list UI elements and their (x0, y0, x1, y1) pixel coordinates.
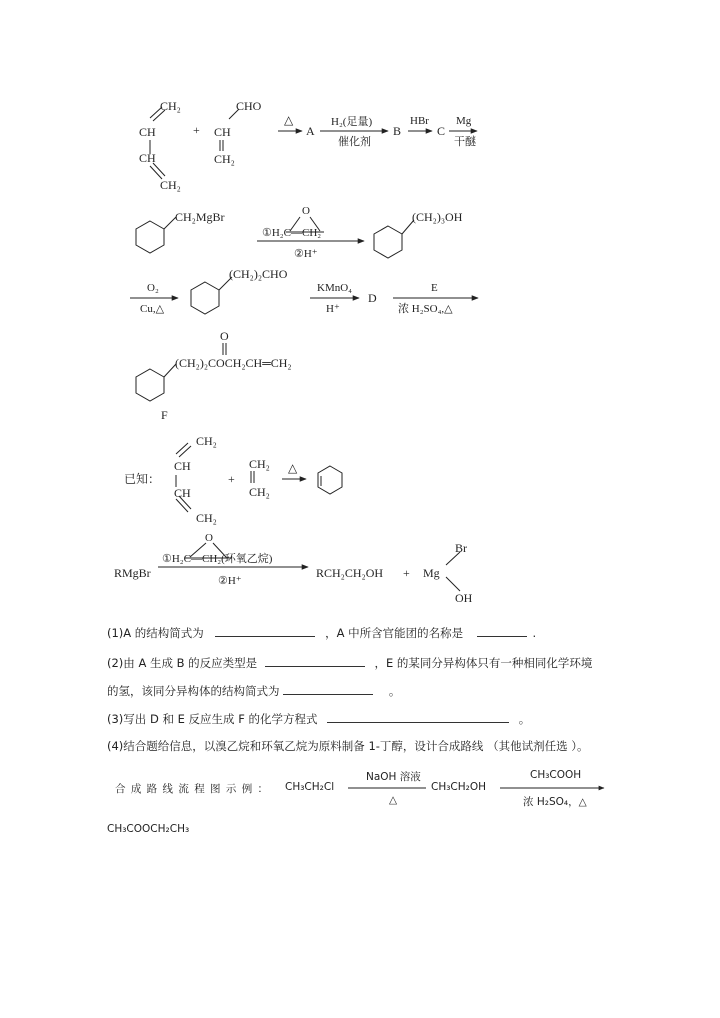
cu-heat: Cu,△ (140, 303, 165, 315)
compound-a: A (306, 124, 315, 138)
aldehyde-ch: CH (214, 125, 231, 139)
known-heat: △ (288, 461, 298, 475)
grignard-mg: Mg (423, 566, 440, 580)
epoxide-oxygen: O (302, 205, 310, 217)
grignard-epoxide-o: O (205, 532, 213, 544)
q1-text-b: ，A 中所含官能团的名称是 (325, 626, 464, 640)
grignard-reagent: RMgBr (114, 566, 151, 580)
q1-text-a: (1)A 的结构简式为 (107, 626, 204, 640)
known-diene-c1: CH₂ (196, 434, 217, 448)
known-diene-c4: CH₂ (196, 511, 217, 525)
catalyst-label: 催化剂 (338, 136, 371, 148)
compound-d: D (368, 291, 377, 305)
ethylene-c1: CH₂ (249, 457, 270, 471)
known-plus: + (228, 472, 235, 486)
diene-c2: CH (139, 125, 156, 139)
acid-step: ②H⁺ (294, 248, 318, 260)
diene-c1: CH₂ (160, 99, 181, 113)
grignard-br: Br (455, 541, 467, 555)
example-label: 合 成 路 线 流 程 图 示 例 ： (115, 783, 270, 795)
example-start: CH₃CH₂Cl (285, 781, 335, 793)
known-label: 已知： (124, 472, 161, 486)
diene-c4: CH₂ (160, 178, 181, 192)
compound-b: B (393, 124, 402, 138)
aldehyde-product: (CH₂)₂CHO (229, 267, 288, 281)
q3-text-b: 。 (518, 712, 531, 726)
q2-text-b: ，E 的某同分异构体只有一种相同化学环境 (374, 656, 593, 670)
compound-c: C (437, 124, 446, 138)
plus-sign: + (193, 123, 200, 137)
q2-text-c: 的氢，该同分异构体的结构简式为 (107, 684, 280, 698)
q3-text-a: (3)写出 D 和 E 反应生成 F 的化学方程式 (107, 712, 318, 726)
reagent-h2-excess: H₂(足量) (331, 116, 373, 128)
example-arrow2-top: CH₃COOH (530, 769, 582, 781)
example-end: CH₃COOCH₂CH₃ (107, 823, 190, 835)
compound-e: E (431, 282, 438, 294)
grignard-step1: ①H₂C—CH₂(环氧乙烷) (162, 553, 273, 565)
grignard-oh: OH (455, 591, 473, 605)
h2so4-heat: 浓 H₂SO₄,△ (398, 303, 453, 315)
reagent-mg: Mg (456, 115, 472, 127)
compound-f: F (161, 408, 168, 422)
aldehyde-cho: CHO (236, 99, 262, 113)
alcohol-product: (CH₂)₃OH (412, 210, 463, 224)
ester-f-formula: (CH₂)₂COCH₂CH═CH₂ (175, 356, 292, 370)
diene-c3: CH (139, 151, 156, 165)
heat-symbol: △ (284, 113, 294, 127)
acid-h: H⁺ (326, 303, 340, 315)
reagent-kmno4: KMnO₄ (317, 282, 353, 294)
epoxide-step: ①H₂C—CH₂ (262, 227, 322, 239)
solvent-ether: 干醚 (454, 136, 476, 148)
aldehyde-ch2: CH₂ (214, 152, 235, 166)
known-diene-c3: CH (174, 486, 191, 500)
example-arrow1-bottom: △ (389, 794, 398, 806)
q4-text: (4)结合题给信息，以溴乙烷和环氧乙烷为原料制备 1-丁醇，设计合成路线 （其他试剂任选 ）。 (107, 739, 589, 753)
ester-carbonyl-o: O (220, 329, 229, 343)
benzylic-grignard: CH₂MgBr (175, 210, 225, 224)
grignard-step2: ②H⁺ (218, 575, 242, 587)
reagent-o2: O₂ (147, 282, 159, 294)
q2-text-a: (2)由 A 生成 B 的反应类型是 (107, 656, 258, 670)
known-diene-c2: CH (174, 459, 191, 473)
example-arrow1-top: NaOH 溶液 (366, 771, 421, 783)
grignard-plus: + (403, 566, 410, 580)
example-arrow2-bottom: 浓 H₂SO₄，△ (523, 796, 587, 808)
reagent-hbr: HBr (410, 115, 429, 127)
grignard-product: RCH₂CH₂OH (316, 566, 384, 580)
q1-text-c: . (532, 626, 537, 640)
ethylene-c2: CH₂ (249, 485, 270, 499)
example-mid: CH₃CH₂OH (431, 781, 487, 793)
q2-text-d: 。 (388, 684, 401, 698)
